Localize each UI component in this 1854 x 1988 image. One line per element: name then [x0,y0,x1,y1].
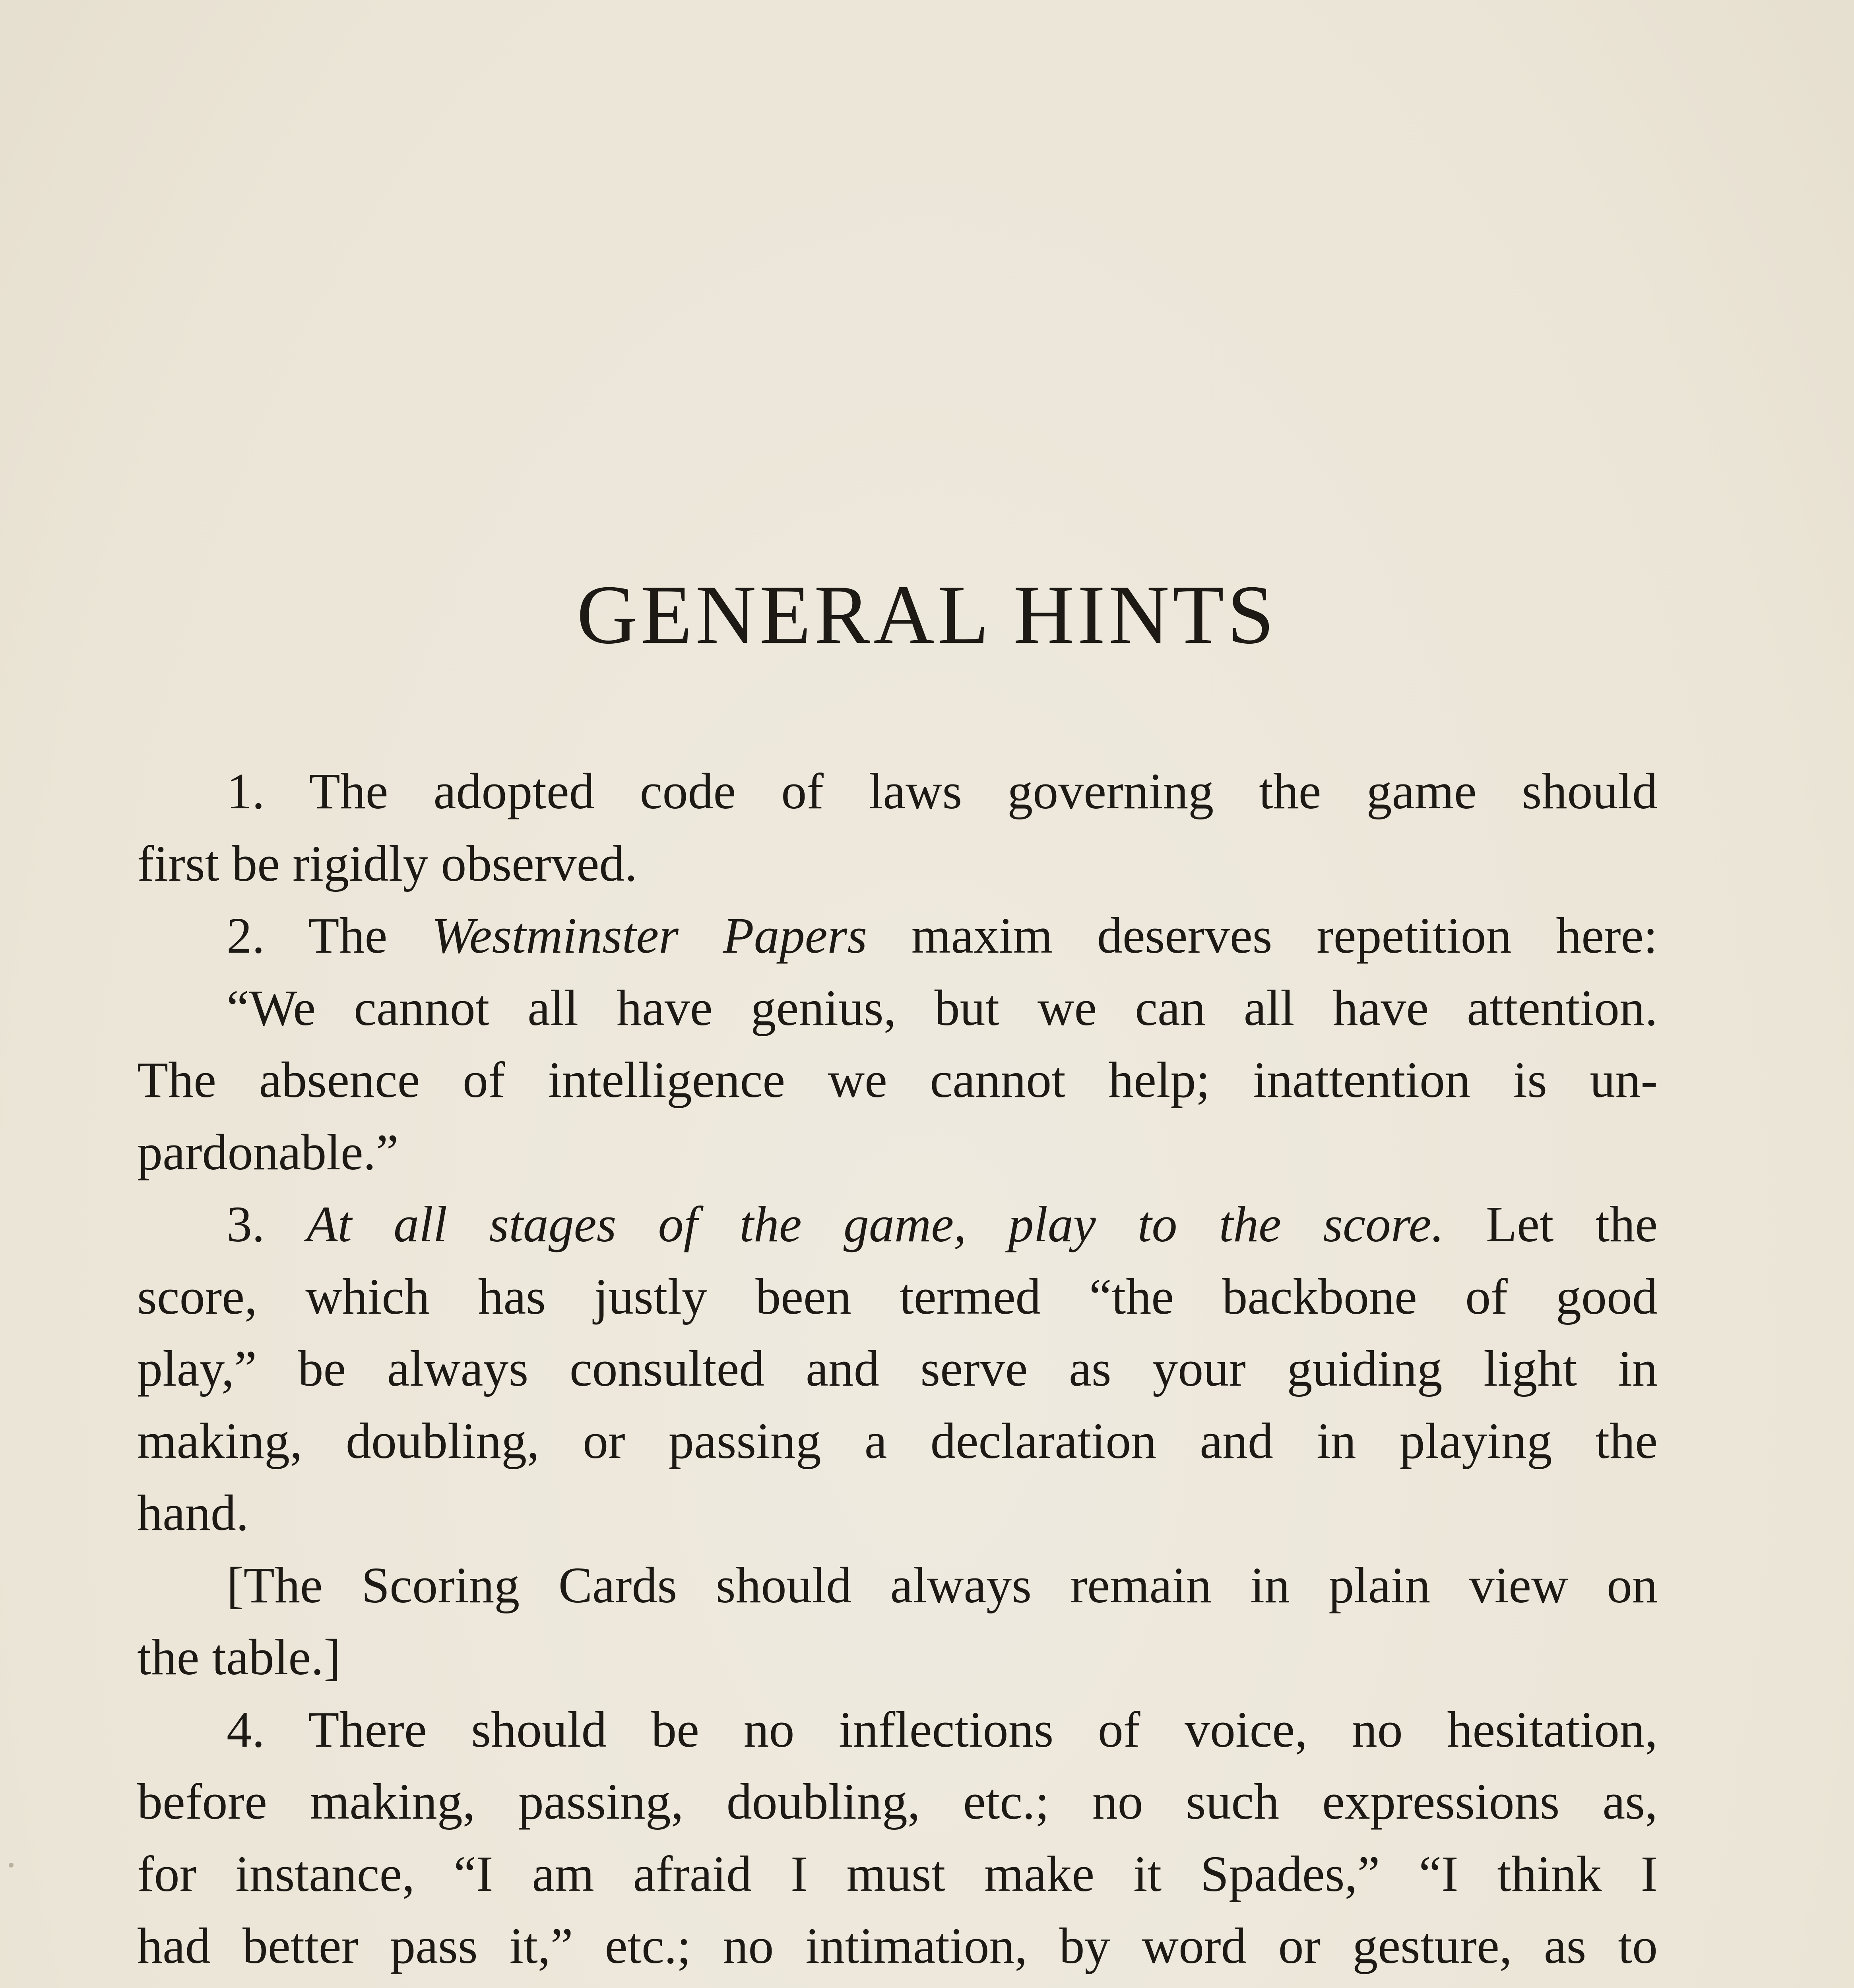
text-line: the table.] [137,1629,341,1685]
text-line: for instance, “I am afraid I must make it Spades,” “I think I [137,1845,1658,1902]
text-line: The absence of intelligence we cannot help; inattention is un- [137,1052,1658,1108]
text-line: [The Scoring Cards should always remain in plain view on [227,1557,1658,1613]
text-line: making, doubling, or passing a declaration and in playing the [137,1412,1658,1469]
text-line: play,” be always consulted and serve as your guiding light in [137,1340,1658,1397]
stray-dot [9,1863,14,1868]
text-line: 2. The Westminster Papers maxim deserves repetition here: [227,907,1658,964]
page-title: GENERAL HINTS [576,568,1278,661]
text-line: pardonable.” [137,1124,399,1180]
text-line: 4. There should be no inflections of voice, no hesitation, [227,1701,1658,1758]
text-line: before making, passing, doubling, etc.; no such expressions as, [137,1773,1658,1830]
text-line: 1. The adopted code of laws governing the game should [227,763,1658,819]
text-line: “We cannot all have genius, but we can all have attention. [227,979,1658,1036]
text-line: first be rigidly observed. [137,835,638,892]
text-line: score, which has justly been termed “the backbone of good [137,1268,1658,1325]
text-line [137,1982,1658,1988]
text-line: hand. [137,1485,249,1541]
text-line: 3. At all stages of the game, play to the score. Let the [227,1196,1658,1252]
text-line: had better pass it,” etc.; no intimation, by word or gesture, as to [137,1918,1658,1974]
body-text [137,755,1658,1988]
